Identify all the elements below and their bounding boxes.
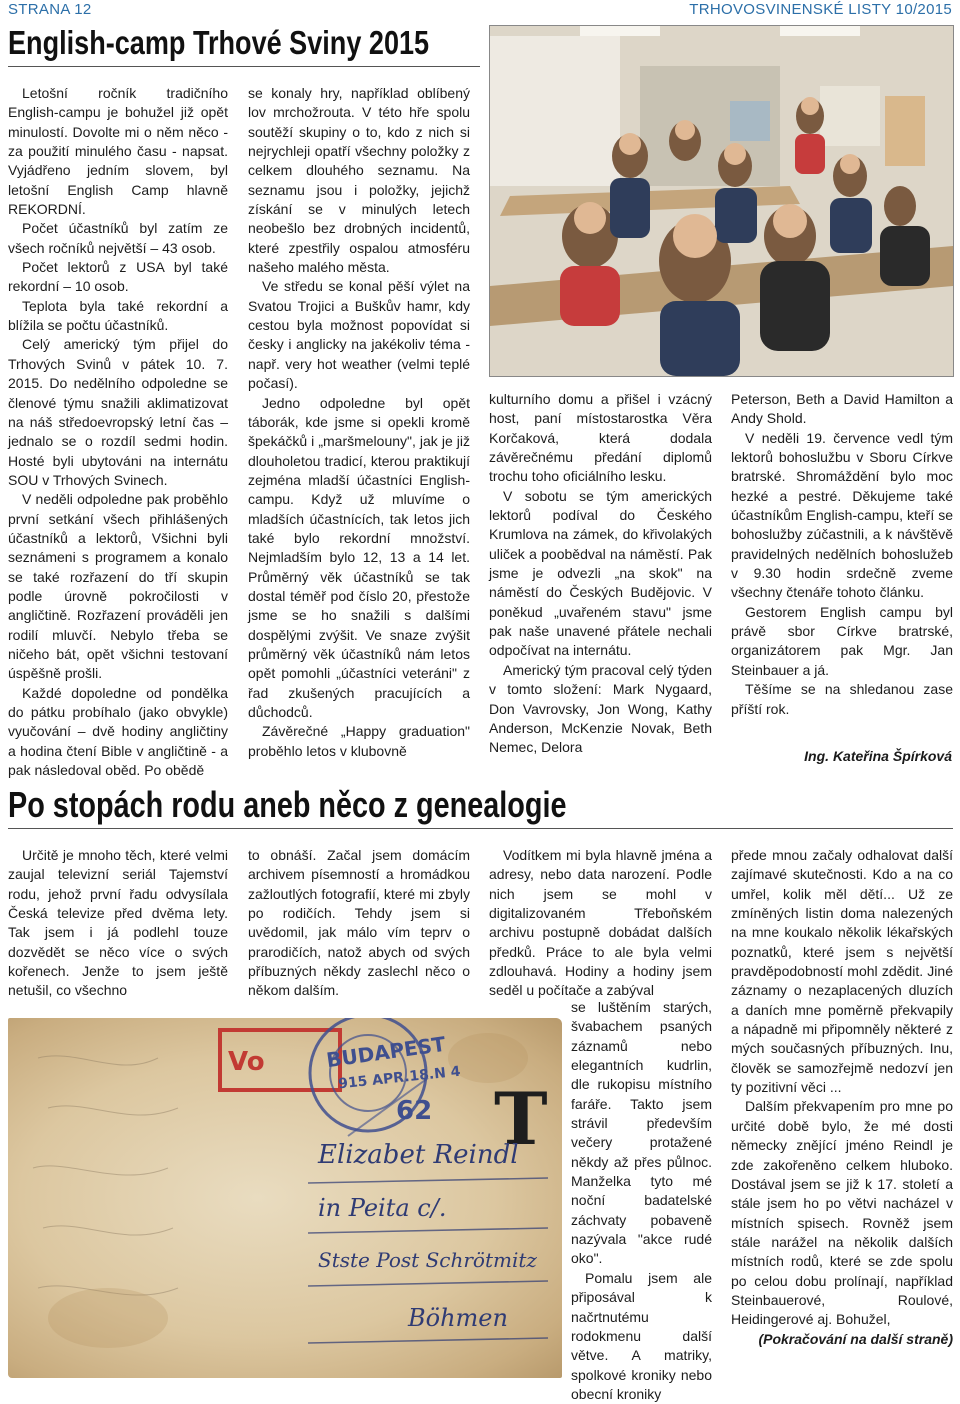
paragraph: Jedno odpoledne byl opět táborák, kde jsme si opekli kromě špekáčků i „maršmelouny", jak je již dlouholetou tradicí, kterou praktikují zejména mladší účastníci English-campu. Když už mluvíme o mladších účastnících, tak letos jich také bylo rekordní množství. Nejmladším bylo 12, 13 a 14 let. Průměrný věk účastníků se tak dostal téměř pod číslo 20, přestože jsme se ho snažili s dalšími dospělými zvýšit. Ve snaze zvýšit průměrný věk účastníků nám letos opět pomohli „účastníci veteráni" z řad zkušených pracujících a důchodců. <box>248 394 470 720</box>
postmark-code: 62 <box>396 1096 433 1126</box>
paragraph: se luštěním starých, švabachem psaných záznamů nebo elegantních kudrlin, dle rukopisu místního faráře. Takto jsem strávil především večery protažené někdy až přes půlnoc. Manželka tyto mé noční badatelské záchvaty pobaveně nazývala "akce rudé oko". <box>571 999 712 1267</box>
paragraph: V neděli 19. července vedl tým lektorů bohoslužbu v Sboru Církve bratrské. Shromáždění bylo moc hezké a pestré. Děkujeme také účastníkům English-campu, kteří se bohoslužby zúčastnili, a k návštěvě pravidelných nedělních bohoslužeb v 9.30 hodin srdečně zveme všechny čtenáře tohoto článku. <box>731 429 953 601</box>
paragraph: přede mnou začaly odhalovat další zajímavé skutečnosti. Kdo a na co umřel, kolik měl dětí... Už ze zmíněných listin doma nalezených na mne koukalo několik lékařských poznatků, které jsem s největší pravděpodobností mohl zdědit. Jiné záznamy o nezaplacených dluzích a daních mne poměrně překvapily a nápadně mi připomněly některé z mých současných příbuzných. Inu, člověk se samozřejmě nedozví jen ty pozitivní věci ... <box>731 847 953 1096</box>
paragraph: Celý americký tým přijel do Trhových Svinů v pátek 10. 7. 2015. Do nedělního odpoledne se členové týmu snažili aklimatizovat na náš středoevropský letní čas – jednalo se o rozdíl sedmi hodin. Hosté byli ubytováni na internátu SOU v Trhových Svinech. <box>8 336 228 488</box>
address-line-3: Stste Post Schrötmitz <box>318 1248 537 1272</box>
address-line-2: in Peita c/. <box>318 1194 447 1222</box>
paragraph: Každé dopoledne od pondělka do pátku probíhalo (jako obvykle) vyučování – dvě hodiny angličtiny a hodina čtení Bible v angličtině - a pak následoval oběd. Po obědě <box>8 684 228 779</box>
paragraph: Teplota byla také rekordní a blížila se počtu účastníků. <box>8 297 228 334</box>
paragraph: Těšíme se na shledanou zase příští rok. <box>731 681 953 717</box>
paragraph: Počet účastníků byl zatím ze všech ročníků největší – 43 osob. <box>8 220 228 256</box>
paragraph: Určitě je mnoho těch, které velmi zaujal televizní seriál Tajemství rodu, jehož první řadu odvysílala Česká televize před dvěma lety. Tak jsem i já podlehl touze dozvědět se něco více o svých kořenech. Jenže to jsem ještě netušil, co všechno <box>8 847 228 999</box>
paragraph: Peterson, Beth a David Hamilton a Andy Shold. <box>731 391 953 427</box>
article-column-2 <box>248 846 470 1001</box>
page-number: STRANA 12 <box>8 1 92 18</box>
postmark-city: BUDAPEST <box>324 1031 448 1073</box>
paragraph: to obnáší. Začal jsem domácím archivem písemností a hromádkou zažloutlých fotografií, které mi zbyly po rodičích. Tehdy jsem si uvědomil, jak málo vím teprv o prarodičích, natož abych od svých příbuzných někdy zaslechl něco o někom dalším. <box>248 847 470 999</box>
paragraph: Letošní ročník tradičního English-campu je bohužel již opět minulostí. Dovolte mi o něm něco - za použití minulého času - napsat. Vyjádřeno jedním slovem, byl letošní English Camp hlavně REKORDNÍ. <box>8 85 228 218</box>
article-column-3-narrow <box>571 998 712 1404</box>
svg-text:Vo: Vo <box>228 1047 265 1077</box>
photo-illustration <box>490 26 953 376</box>
continuation-note: (Pokračování na další straně) <box>758 1330 953 1347</box>
article-column-3 <box>489 390 712 758</box>
article-column-1 <box>8 84 228 780</box>
paragraph: Americký tým pracoval celý týden v tomto složení: Mark Nygaard, Don Vavrovsky, Jon Wong, Kathy Anderson, McKenzie Novak, Beth Nemec, Delora <box>489 661 712 756</box>
paragraph: Dalším překvapením pro mne po určité době bylo, že mé dosti německy znějící jméno Reindl je zde zakořeněno celkem hluboko. Dostával jsem se již k 17. století a stále jsem ho po větvi nacházel v místních spisech. Rovněž jsem stále narážel na několik dalších místních rodů, které se zde spolu po celou dobu prolínají, například Steinbauerové, Roulové, Heidingerové aj. Bohužel, <box>731 1098 953 1328</box>
paragraph: Gestorem English campu byl právě sbor Církve bratrské, organizátorem pak Mgr. Jan Steinbauer a já. <box>731 603 953 678</box>
article-column-4 <box>731 846 953 1349</box>
camp-photo <box>489 25 954 377</box>
article-title: English-camp Trhové Sviny 2015 <box>8 24 430 61</box>
address-line-4: Böhmen <box>408 1304 508 1332</box>
article-column-4 <box>731 390 953 719</box>
article-title: Po stopách rodu aneb něco z genealogie <box>8 784 567 825</box>
paragraph: Vodítkem mi byla hlavně jména a adresy, nebo data narození. Podle nich jsem se mohl v digitalizovaném Třeboňském archivu postupně dobádat dalších předků. Práce to ale byla velmi zdlouhavá. Hodiny a hodiny jsem seděl u počítače a zabýval <box>489 847 712 999</box>
postmark-date: 915 APR.18.N 4 <box>337 1063 462 1093</box>
old-postcard-image <box>8 1018 562 1378</box>
paragraph: Pomalu jsem ale připosával k načrtnutému rodokmenu další větve. A matriky, spolkové kroniky nebo obecní kroniky <box>571 1269 712 1402</box>
postage-due-mark: T <box>494 1076 548 1161</box>
paragraph: Počet lektorů z USA byl také rekordní – 10 osob. <box>8 259 228 295</box>
paragraph: Závěrečné „Happy graduation" proběhlo letos v klubovně <box>248 723 470 759</box>
paragraph: kulturního domu a přišel i vzácný host, paní místostarostka Věra Korčaková, která dodala závěrečnému předání diplomů trochu toho oficiálního lesku. <box>489 391 712 485</box>
title-rule <box>8 828 953 829</box>
paragraph: Ve středu se konal pěší výlet na Svatou Trojici a Buškův hamr, kdy cestou byla možnost popovídat si česky i anglicky na jakékoliv téma - např. very hot weather (velmi teplé počasí). <box>248 278 470 392</box>
article-column-3 <box>489 846 712 1001</box>
paragraph: se konaly hry, například oblíbený lov mrchožrouta. V této hře spolu soutěží skupiny o to, kdo z nich si nejrychleji opatří všechny položky z celkem dlouhého seznamu. Na seznamu jsou i položky, jejichž získání se v minulých letech neobešlo bez drobných incidentů, které zpestřily ospalou atmosféru našeho malého města. <box>248 85 470 276</box>
paragraph: V neděli odpoledne pak proběhlo první setkání všech přihlášených účastníků a lektorů, Všichni byli seznámeni s programem a konalo se také rozřazení do tří skupin podle úrovně pokročilosti v angličtině. Rozřazení prováděli jen rodilí mluvčí. Nebylo třeba se ničeho bát, opět všichni testovaní úspěšně prošli. <box>8 491 228 682</box>
publication-name: TRHOVOSVINENSKÉ LISTY 10/2015 <box>689 1 952 18</box>
article-column-1 <box>8 846 228 1001</box>
address-line-1: Elizabet Reindl <box>318 1140 519 1170</box>
article-column-2 <box>248 84 470 761</box>
paragraph: V sobotu se tým amerických lektorů podíval do Českého Krumlova na zámek, do křivolakých uliček a poobědval na náměstí. Pak jsme je odvezli „na skok" na náměstí do Českých Budějovic. V poněkud „uvařeném stavu" jsme pak naše unavené přátele nechali odpočívat na internátu. <box>489 487 712 659</box>
title-rule <box>8 66 480 67</box>
author-signature: Ing. Kateřina Špírková <box>804 748 952 764</box>
